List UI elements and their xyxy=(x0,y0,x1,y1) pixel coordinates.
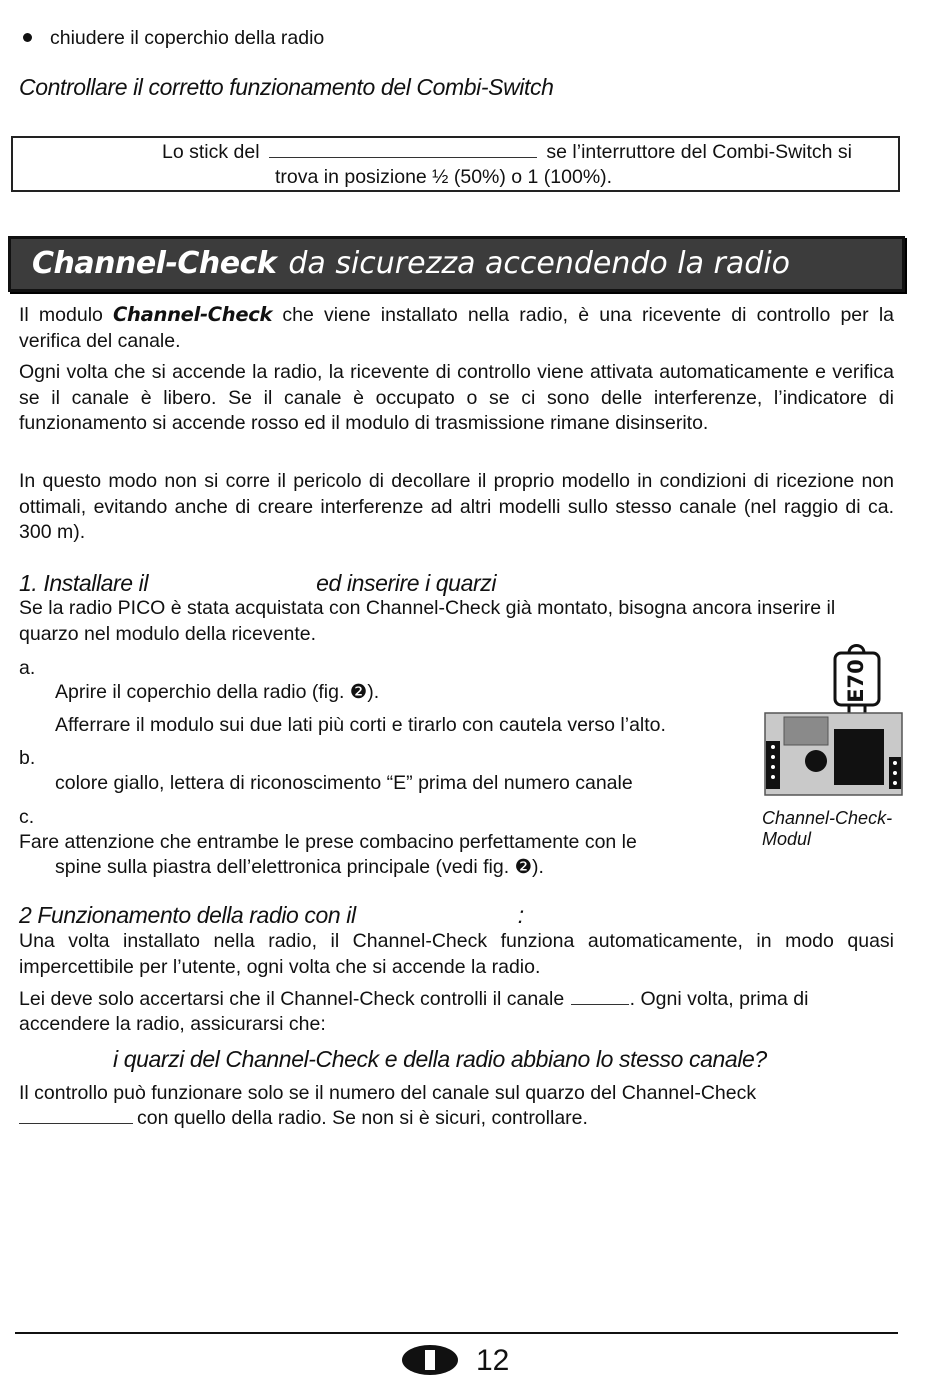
step-c-label: c. xyxy=(19,806,35,828)
channel-blank xyxy=(571,988,629,1005)
notice-blank xyxy=(269,141,537,158)
notice-line-1 xyxy=(162,140,852,165)
notice-text-end: se l’interruttore del Combi-Switch si xyxy=(546,141,853,163)
channel-check-module-figure xyxy=(764,639,904,801)
figure-caption-line-1: Channel-Check- xyxy=(762,808,893,828)
board-chip xyxy=(784,717,828,745)
step2-heading-start: 2 Funzionamento della radio con il xyxy=(19,902,356,928)
notice-text-start: Lo stick del xyxy=(162,141,260,163)
step1-heading-end: ed inserire i quarzi xyxy=(316,570,497,596)
paragraph-operation: Ogni volta che si accende la radio, la ricevente di controllo viene attivata automaticamente e verifica se il canale è libero. Se il canale è occupato o se ci sono delle interferenze, l’indicatore di funzionamento si accende rosso ed il modulo di trasmissione rimane disinserito. xyxy=(19,361,894,434)
channel-question: i quarzi del Channel-Check e della radio abbiano lo stesso canale? xyxy=(113,1046,767,1072)
paragraph-intro xyxy=(19,302,894,354)
step2-paragraph-3-line-2-text: con quello della radio. Se non si è sicuri, controllare. xyxy=(137,1107,588,1129)
bullet-item xyxy=(19,26,324,51)
language-letter-i-icon xyxy=(425,1350,435,1370)
board-component xyxy=(805,750,827,772)
step-a-line-2: Afferrare il modulo sui due lati più corti e tirarlo con cautela verso l’alto. xyxy=(55,714,666,736)
paragraph-intro-brand: Channel-Check xyxy=(113,303,273,326)
step2-paragraph-2 xyxy=(19,987,894,1013)
figure-caption-line-2: Modul xyxy=(762,829,812,849)
bullet-icon xyxy=(23,33,32,42)
step2-heading xyxy=(19,900,524,930)
notice-line-2: trova in posizione ½ (50%) o 1 (100%). xyxy=(275,166,613,188)
step-b-label: b. xyxy=(19,747,36,769)
figure-caption xyxy=(762,808,892,850)
paragraph-safety: In questo modo non si corre il pericolo di decollare il proprio modello in condizioni di ricezione non ottimali, evitando anche di creare interferenze ad altri modelli sullo stesso canale (nel raggio di ca. 300 m). xyxy=(19,470,894,543)
step2-heading-end: : xyxy=(517,902,524,928)
bullet-text: chiudere il coperchio della radio xyxy=(50,27,325,49)
step2-paragraph-1: Una volta installato nella radio, il Channel-Check funziona automaticamente, in modo quasi impercettibile per l’utente, ogni volta che si accende la radio. xyxy=(19,930,894,978)
step2-paragraph-2-line-2: accendere la radio, assicurarsi che: xyxy=(19,1013,326,1035)
step1-text: Se la radio PICO è stata acquistata con Channel-Check già montato, bisogna ancora inserire il quarzo nel modulo della ricevente. xyxy=(19,597,836,645)
step2-paragraph-3-line-2 xyxy=(19,1106,588,1131)
step-a-label: a. xyxy=(19,657,36,679)
paragraph-intro-end: che viene installato nella radio, è una ricevente di controllo per la verifica del canale. xyxy=(19,304,894,352)
paragraph-intro-start: Il modulo xyxy=(19,304,103,326)
step2-paragraph-2-end: . Ogni volta, prima di xyxy=(629,988,809,1010)
section-title-brand: Channel-Check xyxy=(32,246,277,281)
crystal-socket xyxy=(834,729,884,785)
step1-heading-start: 1. Installare il xyxy=(19,570,149,596)
page-number: 12 xyxy=(476,1344,510,1377)
step-c-line-1: Fare attenzione che entrambe le prese combacino perfettamente con le xyxy=(19,831,637,853)
step-c-line-2: spine sulla piastra dell’elettronica principale (vedi fig. ❷). xyxy=(55,856,544,878)
section-title xyxy=(32,241,790,290)
module-illustration xyxy=(764,639,904,801)
match-blank xyxy=(19,1107,133,1124)
step2-paragraph-3-line-1: Il controllo può funzionare solo se il numero del canale sul quarzo del Channel-Check xyxy=(19,1082,757,1104)
step-a-line-1: Aprire il coperchio della radio (fig. ❷). xyxy=(55,681,380,703)
section-title-rest: da sicurezza accendendo la radio xyxy=(288,246,791,281)
footer-rule xyxy=(15,1332,898,1334)
step1-heading xyxy=(19,568,496,598)
crystal-label: E70 xyxy=(844,659,868,703)
step-b-line-1: colore giallo, lettera di riconoscimento “E” prima del numero canale xyxy=(55,772,633,794)
step2-paragraph-2-start: Lei deve solo accertarsi che il Channel-Check controlli il canale xyxy=(19,988,565,1010)
subheading-combi-switch: Controllare il corretto funzionamento del Combi-Switch xyxy=(19,74,554,100)
